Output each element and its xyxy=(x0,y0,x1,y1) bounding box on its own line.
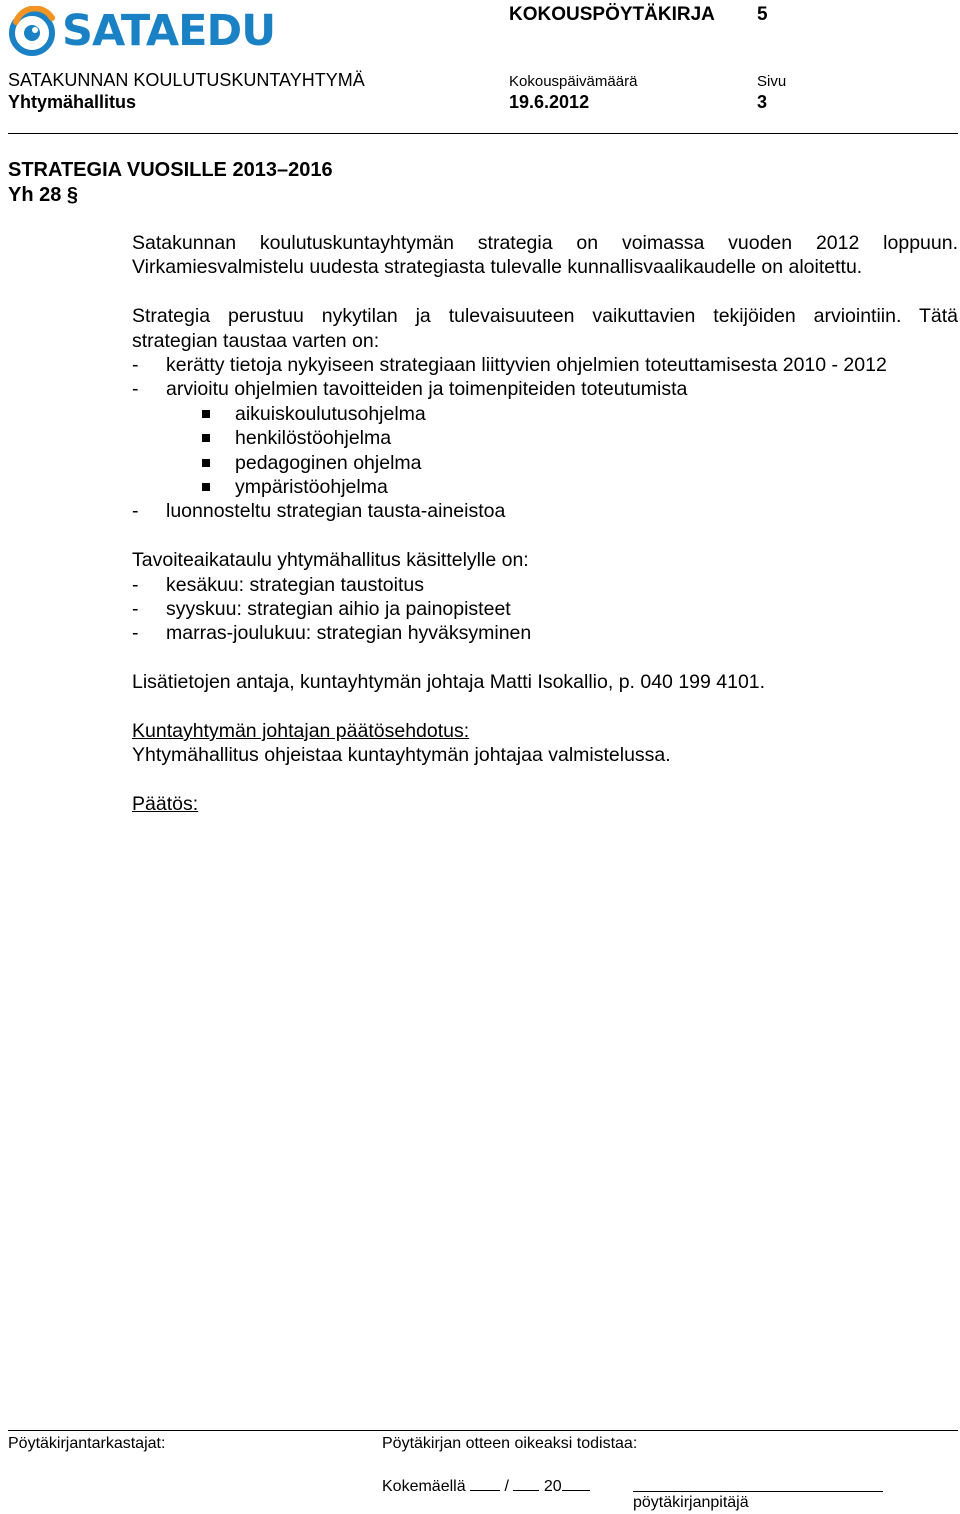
section-number: Yh 28 § xyxy=(8,184,79,206)
month-blank[interactable] xyxy=(513,1474,539,1491)
date-label: Kokouspäivämäärä xyxy=(509,73,638,90)
sataedu-logo xyxy=(8,4,276,62)
certified-label: Pöytäkirjan otteen oikeaksi todistaa: xyxy=(382,1435,638,1452)
governing-body: Yhtymähallitus xyxy=(8,92,137,112)
paragraph-line: Virkamiesvalmistelu uudesta strategiasta tulevalle kunnallisvaalikaudelle on aloitettu. xyxy=(132,256,863,279)
square-bullet-icon xyxy=(202,434,210,442)
meeting-date: 19.6.2012 xyxy=(509,92,590,112)
program-item: pedagoginen ohjelma xyxy=(132,451,958,475)
decision-label: Päätös: xyxy=(132,793,199,816)
section-heading: STRATEGIA VUOSILLE 2013–2016 xyxy=(8,159,333,181)
document-body xyxy=(132,231,958,817)
program-item: henkilöstöohjelma xyxy=(132,426,958,450)
reviewers-label: Pöytäkirjantarkastajat: xyxy=(8,1435,166,1452)
page-label: Sivu xyxy=(757,73,787,90)
square-bullet-icon xyxy=(202,410,210,418)
list-item: - luonnosteltu strategian tausta-aineistoa xyxy=(132,500,506,523)
day-blank[interactable] xyxy=(470,1474,500,1491)
list-item: - arvioitu ohjelmien tavoitteiden ja toimenpiteiden toteutumista xyxy=(132,378,688,401)
schedule-item: - kesäkuu: strategian taustoitus xyxy=(132,573,424,596)
program-item: aikuiskoulutusohjelma xyxy=(132,402,958,426)
list-item: - kerätty tietoja nykyiseen strategiaan liittyvien ohjelmien toteuttamisesta 2010 - 2012 xyxy=(132,354,887,377)
year-blank[interactable] xyxy=(562,1474,590,1491)
document-type: KOKOUSPÖYTÄKIRJA xyxy=(509,4,715,25)
document-number: 5 xyxy=(757,4,768,25)
paragraph-line: Satakunnan koulutuskuntayhtymän strategia on voimassa vuoden 2012 loppuun. xyxy=(132,232,958,254)
signature-date-line: Kokemäellä / 20 xyxy=(382,1474,590,1496)
page-number: 3 xyxy=(757,92,768,112)
logo-swirl-icon xyxy=(8,6,60,58)
footer-rule xyxy=(8,1430,958,1431)
signer-title: pöytäkirjanpitäjä xyxy=(633,1494,749,1511)
header-rule xyxy=(8,133,958,134)
square-bullet-icon xyxy=(202,483,210,491)
logo-wordmark: SATAEDU xyxy=(62,6,276,56)
proposal-label: Kuntayhtymän johtajan päätösehdotus: xyxy=(132,720,470,743)
proposal-text: Yhtymähallitus ohjeistaa kuntayhtymän johtajaa valmistelussa. xyxy=(132,744,671,767)
program-item: ympäristöohjelma xyxy=(132,475,958,499)
signature-line xyxy=(633,1491,883,1492)
organization-name: SATAKUNNAN KOULUTUSKUNTAYHTYMÄ xyxy=(8,70,365,90)
square-bullet-icon xyxy=(202,459,210,467)
schedule-item: - marras-joulukuu: strategian hyväksyminen xyxy=(132,622,532,645)
paragraph-sign-icon: § xyxy=(66,184,79,206)
paragraph-line: strategian taustaa varten on: xyxy=(132,329,380,352)
contact-info: Lisätietojen antaja, kuntayhtymän johtaja Matti Isokallio, p. 040 199 4101. xyxy=(132,671,766,694)
paragraph-line: Strategia perustuu nykytilan ja tulevaisuuteen vaikuttavien tekijöiden arviointiin. Tätä xyxy=(132,305,958,328)
schedule-item: - syyskuu: strategian aihio ja painopisteet xyxy=(132,598,511,621)
schedule-intro: Tavoiteaikataulu yhtymähallitus käsittelylle on: xyxy=(132,549,529,572)
